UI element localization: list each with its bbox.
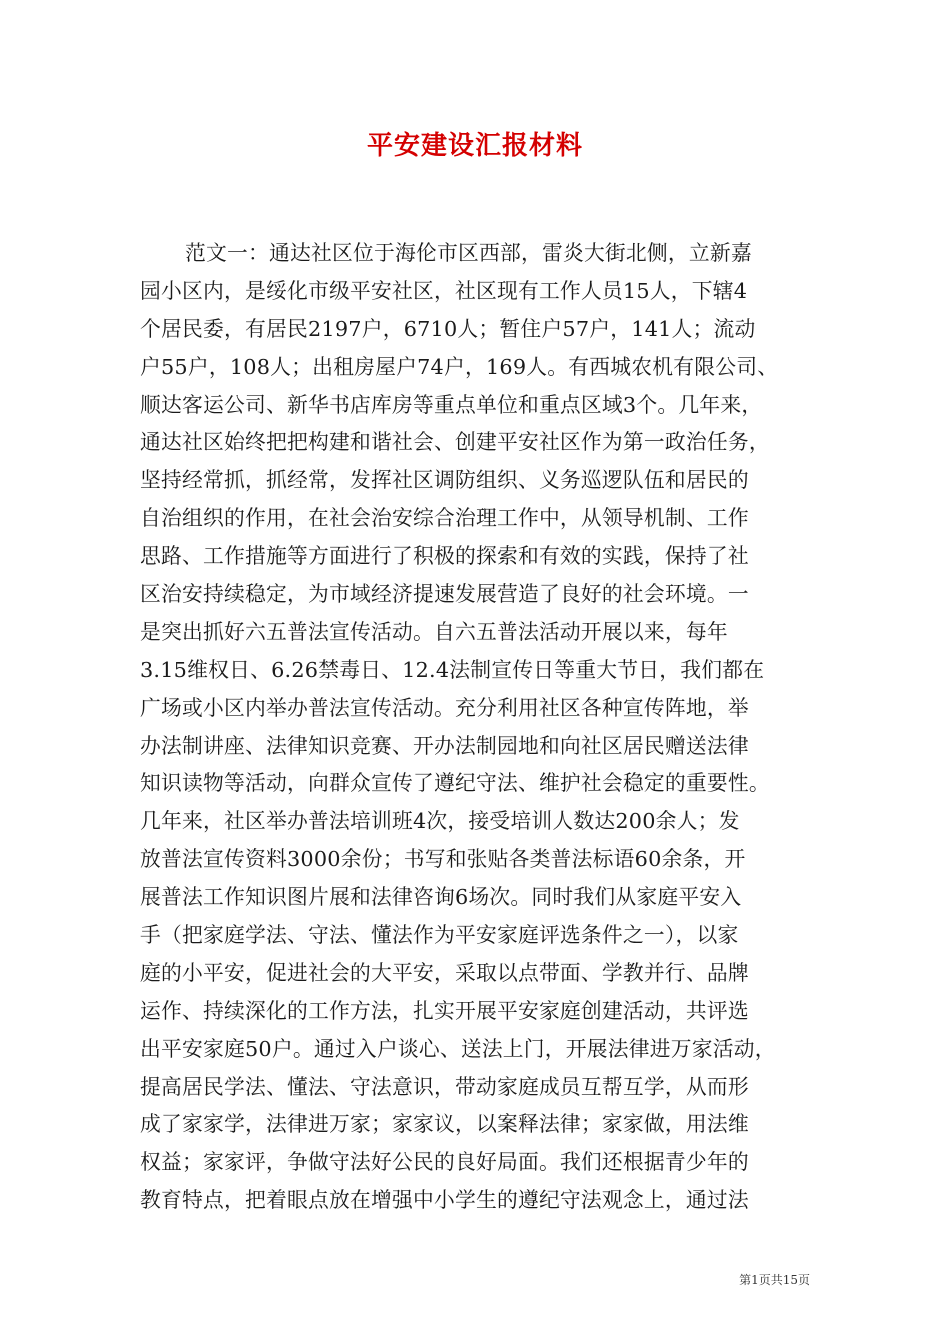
text-line: 成了家家学，法律进万家；家家议，以案释法律；家家做，用法维 bbox=[140, 1112, 749, 1137]
text-line: 放普法宣传资料3000余份；书写和张贴各类普法标语60余条，开 bbox=[140, 847, 746, 872]
body-text bbox=[140, 235, 840, 1220]
text-line: 自治组织的作用，在社会治安综合治理工作中，从领导机制、工作 bbox=[140, 506, 749, 531]
text-line: 办法制讲座、法律知识竞赛、开办法制园地和向社区居民赠送法律 bbox=[140, 733, 749, 758]
text-line: 权益；家家评，争做守法好公民的良好局面。我们还根据青少年的 bbox=[140, 1150, 749, 1175]
text-line: 是突出抓好六五普法宣传活动。自六五普法活动开展以来，每年 bbox=[140, 619, 728, 644]
text-line: 几年来，社区举办普法培训班4次，接受培训人数达200余人；发 bbox=[140, 809, 740, 834]
text-line: 户55户，108人；出租房屋户74户，169人。有西城农机有限公司、 bbox=[140, 354, 779, 379]
text-line: 知识读物等活动，向群众宣传了遵纪守法、维护社会稳定的重要性。 bbox=[140, 771, 770, 796]
page-number: 第1页共15页 bbox=[739, 1273, 810, 1287]
text-line: 范文一：通达社区位于海伦市区西部，雷炎大街北侧，立新嘉 bbox=[185, 241, 752, 265]
text-line: 运作、持续深化的工作方法，扎实开展平安家庭创建活动，共评选 bbox=[140, 998, 749, 1023]
text-line: 思路、工作措施等方面进行了积极的探索和有效的实践，保持了社 bbox=[140, 544, 749, 569]
text-line: 展普法工作知识图片展和法律咨询6场次。同时我们从家庭平安入 bbox=[140, 885, 742, 910]
text-line: 广场或小区内举办普法宣传活动。充分利用社区各种宣传阵地，举 bbox=[140, 695, 749, 720]
text-line: 教育特点，把着眼点放在增强中小学生的遵纪守法观念上，通过法 bbox=[140, 1188, 749, 1213]
text-line: 顺达客运公司、新华书店库房等重点单位和重点区域3个。几年来， bbox=[140, 392, 763, 417]
text-line: 园小区内，是绥化市级平安社区，社区现有工作人员15人，下辖4 bbox=[140, 278, 748, 303]
text-line: 出平安家庭50户。通过入户谈心、送法上门，开展法律进万家活动， bbox=[140, 1036, 776, 1061]
text-line: 区治安持续稳定，为市域经济提速发展营造了良好的社会环境。一 bbox=[140, 582, 749, 607]
text-line: 手（把家庭学法、守法、懂法作为平安家庭评选条件之一），以家 bbox=[140, 923, 739, 948]
text-line: 庭的小平安，促进社会的大平安，采取以点带面、学教并行、品牌 bbox=[140, 960, 749, 985]
text-line: 提高居民学法、懂法、守法意识，带动家庭成员互帮互学，从而形 bbox=[140, 1074, 749, 1099]
text-line: 坚持经常抓，抓经常，发挥社区调防组织、义务巡逻队伍和居民的 bbox=[140, 468, 749, 493]
text-line: 3.15维权日、6.26禁毒日、12.4法制宣传日等重大节日，我们都在 bbox=[140, 657, 765, 682]
text-line: 个居民委，有居民2197户，6710人；暂住户57户，141人；流动 bbox=[140, 316, 756, 341]
page-title: 平安建设汇报材料 bbox=[366, 131, 583, 161]
text-line: 通达社区始终把把构建和谐社会、创建平安社区作为第一政治任务， bbox=[140, 430, 770, 455]
